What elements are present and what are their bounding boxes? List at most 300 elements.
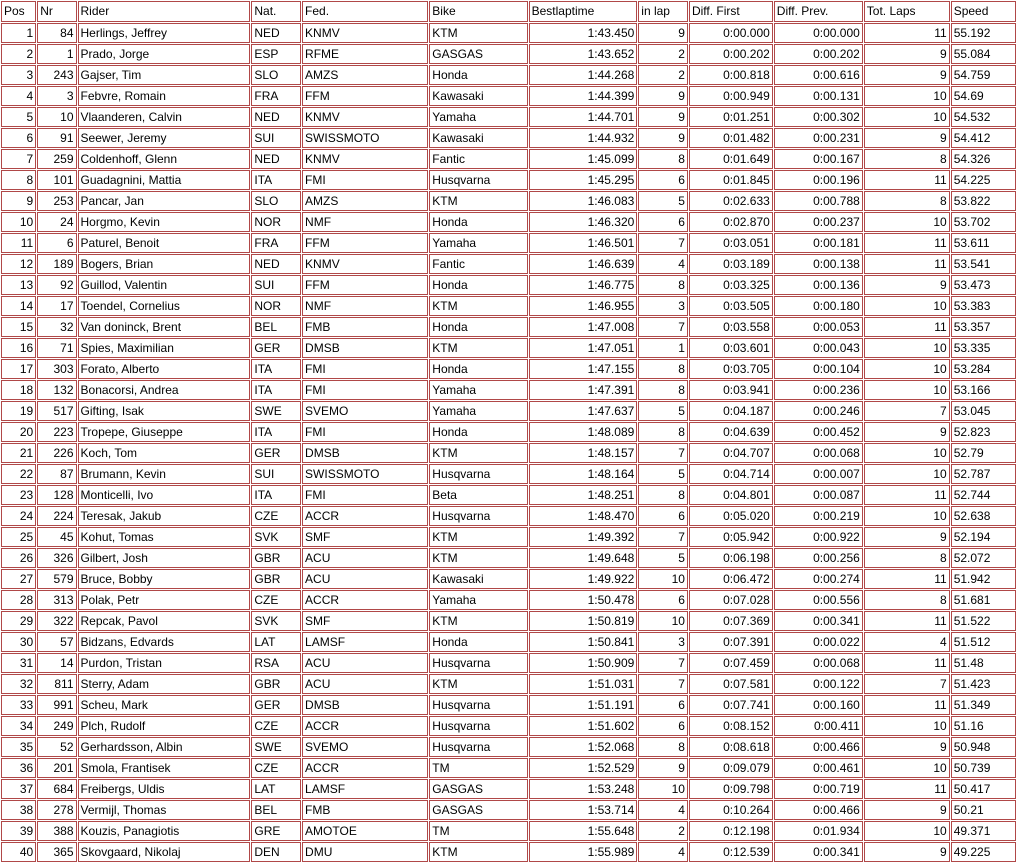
cell-pos: 3 [1,65,36,85]
cell-bestlaptime: 1:44.932 [529,128,638,148]
cell-rider: Paturel, Benoit [78,233,251,253]
table-row [1,590,1016,610]
table-row [1,632,1016,652]
cell-fed: ACU [302,569,428,589]
cell-speed: 53.702 [951,212,1016,232]
cell-speed: 51.522 [951,611,1016,631]
cell-rider: Freibergs, Uldis [78,779,251,799]
cell-bestlaptime: 1:46.320 [529,212,638,232]
cell-in-lap: 3 [638,296,688,316]
table-row [1,758,1016,778]
cell-speed: 52.79 [951,443,1016,463]
cell-bike: Yamaha [429,380,527,400]
table-row [1,842,1016,862]
cell-in-lap: 7 [638,653,688,673]
cell-nr: 991 [37,695,76,715]
cell-nat: ITA [251,170,301,190]
cell-bestlaptime: 1:55.648 [529,821,638,841]
header-nr: Nr [37,1,76,22]
cell-rider: Bruce, Bobby [78,569,251,589]
cell-nat: CZE [251,758,301,778]
cell-diff-first: 0:05.942 [689,527,773,547]
cell-in-lap: 7 [638,443,688,463]
cell-diff-prev: 0:00.302 [774,107,863,127]
cell-nat: FRA [251,233,301,253]
results-body [1,23,1016,862]
cell-pos: 35 [1,737,36,757]
cell-bestlaptime: 1:49.392 [529,527,638,547]
cell-bike: Husqvarna [429,716,527,736]
cell-tot-laps: 10 [864,821,950,841]
cell-bike: Honda [429,422,527,442]
cell-diff-prev: 0:00.007 [774,464,863,484]
cell-nr: 201 [37,758,76,778]
cell-diff-prev: 0:00.160 [774,695,863,715]
cell-bestlaptime: 1:55.989 [529,842,638,862]
cell-diff-prev: 0:00.136 [774,275,863,295]
cell-bike: GASGAS [429,44,527,64]
cell-bike: Husqvarna [429,695,527,715]
cell-tot-laps: 10 [864,212,950,232]
cell-nr: 226 [37,443,76,463]
table-row [1,800,1016,820]
cell-diff-first: 0:03.941 [689,380,773,400]
cell-tot-laps: 9 [864,527,950,547]
cell-diff-prev: 0:00.138 [774,254,863,274]
cell-diff-prev: 0:00.256 [774,548,863,568]
cell-diff-prev: 0:00.231 [774,128,863,148]
cell-bike: Honda [429,275,527,295]
cell-fed: KNMV [302,23,428,43]
cell-pos: 13 [1,275,36,295]
cell-tot-laps: 10 [864,359,950,379]
cell-tot-laps: 10 [864,107,950,127]
cell-nr: 92 [37,275,76,295]
cell-nat: SLO [251,191,301,211]
cell-bestlaptime: 1:48.089 [529,422,638,442]
cell-bestlaptime: 1:51.602 [529,716,638,736]
cell-rider: Scheu, Mark [78,695,251,715]
cell-nr: 517 [37,401,76,421]
cell-bestlaptime: 1:44.268 [529,65,638,85]
cell-pos: 9 [1,191,36,211]
cell-bike: Husqvarna [429,653,527,673]
cell-fed: FMB [302,317,428,337]
cell-in-lap: 7 [638,317,688,337]
cell-speed: 53.611 [951,233,1016,253]
cell-nat: NED [251,254,301,274]
cell-in-lap: 4 [638,254,688,274]
cell-in-lap: 10 [638,569,688,589]
cell-pos: 31 [1,653,36,673]
cell-diff-first: 0:00.000 [689,23,773,43]
cell-speed: 51.942 [951,569,1016,589]
cell-nat: CZE [251,506,301,526]
cell-in-lap: 2 [638,821,688,841]
cell-rider: Coldenhoff, Glenn [78,149,251,169]
cell-fed: ACCR [302,590,428,610]
cell-fed: FMI [302,380,428,400]
cell-diff-first: 0:03.051 [689,233,773,253]
table-row [1,674,1016,694]
cell-nat: ITA [251,380,301,400]
cell-rider: Guadagnini, Mattia [78,170,251,190]
cell-bike: Kawasaki [429,128,527,148]
cell-pos: 6 [1,128,36,148]
cell-in-lap: 7 [638,233,688,253]
cell-speed: 55.084 [951,44,1016,64]
cell-pos: 19 [1,401,36,421]
table-row [1,317,1016,337]
cell-speed: 50.739 [951,758,1016,778]
cell-diff-first: 0:08.618 [689,737,773,757]
cell-diff-first: 0:01.251 [689,107,773,127]
cell-tot-laps: 11 [864,485,950,505]
cell-speed: 51.48 [951,653,1016,673]
cell-bike: Beta [429,485,527,505]
cell-in-lap: 9 [638,23,688,43]
cell-bestlaptime: 1:46.775 [529,275,638,295]
cell-nr: 128 [37,485,76,505]
cell-pos: 15 [1,317,36,337]
cell-nat: ITA [251,359,301,379]
cell-bike: Fantic [429,254,527,274]
cell-bestlaptime: 1:47.155 [529,359,638,379]
cell-tot-laps: 11 [864,233,950,253]
cell-bike: Husqvarna [429,464,527,484]
cell-diff-first: 0:05.020 [689,506,773,526]
cell-speed: 51.16 [951,716,1016,736]
cell-in-lap: 4 [638,842,688,862]
cell-diff-prev: 0:00.000 [774,23,863,43]
cell-bike: KTM [429,296,527,316]
cell-tot-laps: 11 [864,569,950,589]
cell-diff-prev: 0:00.616 [774,65,863,85]
cell-nat: NOR [251,212,301,232]
cell-bestlaptime: 1:44.399 [529,86,638,106]
cell-nr: 101 [37,170,76,190]
cell-tot-laps: 10 [864,86,950,106]
cell-speed: 53.284 [951,359,1016,379]
header-diff-first: Diff. First [689,1,773,22]
cell-rider: Sterry, Adam [78,674,251,694]
cell-tot-laps: 10 [864,296,950,316]
cell-nat: DEN [251,842,301,862]
cell-tot-laps: 9 [864,737,950,757]
cell-speed: 52.194 [951,527,1016,547]
cell-bike: Kawasaki [429,569,527,589]
cell-nr: 3 [37,86,76,106]
cell-fed: ACCR [302,758,428,778]
table-row [1,779,1016,799]
cell-pos: 10 [1,212,36,232]
cell-bestlaptime: 1:46.639 [529,254,638,274]
cell-bike: KTM [429,527,527,547]
cell-fed: SMF [302,527,428,547]
cell-bestlaptime: 1:47.008 [529,317,638,337]
table-row [1,401,1016,421]
cell-bestlaptime: 1:47.637 [529,401,638,421]
cell-tot-laps: 10 [864,380,950,400]
cell-tot-laps: 11 [864,317,950,337]
cell-fed: FMI [302,170,428,190]
cell-pos: 37 [1,779,36,799]
cell-fed: FFM [302,86,428,106]
cell-fed: KNMV [302,107,428,127]
cell-diff-first: 0:01.845 [689,170,773,190]
cell-rider: Bogers, Brian [78,254,251,274]
table-row [1,212,1016,232]
cell-nr: 71 [37,338,76,358]
cell-diff-first: 0:07.459 [689,653,773,673]
cell-diff-prev: 0:00.556 [774,590,863,610]
cell-in-lap: 6 [638,170,688,190]
header-bike: Bike [429,1,527,22]
cell-speed: 54.759 [951,65,1016,85]
cell-speed: 53.383 [951,296,1016,316]
cell-pos: 4 [1,86,36,106]
cell-speed: 53.541 [951,254,1016,274]
cell-in-lap: 8 [638,380,688,400]
cell-bike: Honda [429,632,527,652]
cell-in-lap: 3 [638,632,688,652]
cell-fed: FMI [302,422,428,442]
cell-rider: Van doninck, Brent [78,317,251,337]
cell-bestlaptime: 1:49.648 [529,548,638,568]
cell-rider: Monticelli, Ivo [78,485,251,505]
cell-pos: 1 [1,23,36,43]
cell-nr: 14 [37,653,76,673]
cell-bike: KTM [429,23,527,43]
table-row [1,821,1016,841]
table-row [1,506,1016,526]
cell-fed: AMZS [302,191,428,211]
cell-in-lap: 1 [638,338,688,358]
cell-fed: DMU [302,842,428,862]
cell-nat: GBR [251,548,301,568]
cell-bike: KTM [429,842,527,862]
cell-nr: 253 [37,191,76,211]
cell-bike: GASGAS [429,800,527,820]
cell-diff-first: 0:03.505 [689,296,773,316]
cell-bestlaptime: 1:51.191 [529,695,638,715]
cell-rider: Repcak, Pavol [78,611,251,631]
cell-in-lap: 9 [638,107,688,127]
cell-pos: 29 [1,611,36,631]
cell-nat: SLO [251,65,301,85]
cell-diff-first: 0:00.949 [689,86,773,106]
cell-speed: 49.371 [951,821,1016,841]
cell-tot-laps: 10 [864,716,950,736]
cell-pos: 22 [1,464,36,484]
cell-in-lap: 7 [638,527,688,547]
cell-nat: SUI [251,464,301,484]
cell-tot-laps: 9 [864,422,950,442]
cell-diff-prev: 0:00.167 [774,149,863,169]
cell-nr: 57 [37,632,76,652]
cell-in-lap: 5 [638,191,688,211]
cell-bestlaptime: 1:48.470 [529,506,638,526]
cell-pos: 5 [1,107,36,127]
cell-nat: CZE [251,590,301,610]
table-row [1,149,1016,169]
cell-nr: 17 [37,296,76,316]
cell-in-lap: 6 [638,716,688,736]
cell-diff-prev: 0:00.131 [774,86,863,106]
cell-pos: 38 [1,800,36,820]
cell-nr: 243 [37,65,76,85]
table-row [1,275,1016,295]
cell-bike: TM [429,758,527,778]
cell-in-lap: 8 [638,485,688,505]
cell-bike: Yamaha [429,590,527,610]
cell-speed: 50.21 [951,800,1016,820]
cell-fed: SWISSMOTO [302,464,428,484]
cell-speed: 51.423 [951,674,1016,694]
cell-diff-prev: 0:00.452 [774,422,863,442]
cell-rider: Herlings, Jeffrey [78,23,251,43]
table-row [1,128,1016,148]
cell-bike: Yamaha [429,107,527,127]
cell-in-lap: 9 [638,758,688,778]
table-row [1,548,1016,568]
cell-diff-first: 0:06.472 [689,569,773,589]
table-row [1,695,1016,715]
table-row [1,380,1016,400]
table-row [1,569,1016,589]
cell-diff-prev: 0:00.341 [774,611,863,631]
cell-nat: CZE [251,716,301,736]
cell-diff-first: 0:03.325 [689,275,773,295]
cell-diff-first: 0:07.028 [689,590,773,610]
cell-bestlaptime: 1:52.529 [529,758,638,778]
cell-fed: FMB [302,800,428,820]
cell-diff-prev: 0:00.341 [774,842,863,862]
cell-diff-first: 0:07.391 [689,632,773,652]
cell-diff-prev: 0:00.053 [774,317,863,337]
cell-pos: 27 [1,569,36,589]
cell-speed: 53.473 [951,275,1016,295]
cell-speed: 52.072 [951,548,1016,568]
cell-in-lap: 2 [638,44,688,64]
cell-bestlaptime: 1:50.909 [529,653,638,673]
cell-in-lap: 5 [638,548,688,568]
cell-nr: 24 [37,212,76,232]
cell-tot-laps: 11 [864,170,950,190]
cell-fed: KNMV [302,149,428,169]
cell-fed: ACU [302,548,428,568]
cell-nat: NOR [251,296,301,316]
cell-diff-first: 0:06.198 [689,548,773,568]
cell-nr: 388 [37,821,76,841]
table-row [1,359,1016,379]
cell-diff-prev: 0:00.466 [774,800,863,820]
cell-bike: Yamaha [429,401,527,421]
cell-bike: KTM [429,548,527,568]
cell-nat: GER [251,338,301,358]
cell-bike: Kawasaki [429,86,527,106]
cell-bestlaptime: 1:48.251 [529,485,638,505]
cell-speed: 54.326 [951,149,1016,169]
cell-nr: 132 [37,380,76,400]
table-row [1,254,1016,274]
cell-nat: LAT [251,632,301,652]
cell-diff-prev: 0:00.043 [774,338,863,358]
cell-pos: 28 [1,590,36,610]
cell-bestlaptime: 1:45.295 [529,170,638,190]
cell-diff-first: 0:07.581 [689,674,773,694]
cell-tot-laps: 11 [864,254,950,274]
cell-tot-laps: 10 [864,464,950,484]
header-nat: Nat. [251,1,301,22]
cell-nr: 223 [37,422,76,442]
cell-nr: 91 [37,128,76,148]
cell-nr: 45 [37,527,76,547]
cell-pos: 24 [1,506,36,526]
cell-nr: 52 [37,737,76,757]
cell-diff-prev: 0:00.087 [774,485,863,505]
cell-pos: 16 [1,338,36,358]
cell-in-lap: 8 [638,149,688,169]
cell-in-lap: 8 [638,275,688,295]
cell-bike: KTM [429,338,527,358]
cell-fed: FMI [302,485,428,505]
cell-rider: Kohut, Tomas [78,527,251,547]
cell-bestlaptime: 1:52.068 [529,737,638,757]
cell-rider: Koch, Tom [78,443,251,463]
cell-bike: Honda [429,317,527,337]
cell-pos: 30 [1,632,36,652]
cell-diff-first: 0:03.705 [689,359,773,379]
cell-tot-laps: 4 [864,632,950,652]
cell-pos: 11 [1,233,36,253]
cell-pos: 21 [1,443,36,463]
cell-diff-first: 0:00.202 [689,44,773,64]
cell-nat: BEL [251,800,301,820]
cell-diff-first: 0:04.707 [689,443,773,463]
cell-fed: KNMV [302,254,428,274]
cell-speed: 53.335 [951,338,1016,358]
cell-nat: GBR [251,569,301,589]
cell-fed: DMSB [302,338,428,358]
cell-diff-first: 0:04.639 [689,422,773,442]
cell-nat: SWE [251,737,301,757]
cell-diff-prev: 0:00.274 [774,569,863,589]
cell-pos: 40 [1,842,36,862]
cell-rider: Kouzis, Panagiotis [78,821,251,841]
cell-nr: 303 [37,359,76,379]
cell-diff-first: 0:07.369 [689,611,773,631]
cell-nat: ITA [251,422,301,442]
cell-diff-first: 0:03.558 [689,317,773,337]
cell-diff-first: 0:02.633 [689,191,773,211]
cell-bike: Yamaha [429,233,527,253]
cell-rider: Teresak, Jakub [78,506,251,526]
cell-diff-first: 0:09.798 [689,779,773,799]
cell-diff-prev: 0:00.411 [774,716,863,736]
cell-speed: 52.744 [951,485,1016,505]
cell-tot-laps: 11 [864,779,950,799]
cell-nat: GER [251,443,301,463]
cell-speed: 51.681 [951,590,1016,610]
cell-nr: 87 [37,464,76,484]
cell-nr: 365 [37,842,76,862]
cell-bike: Fantic [429,149,527,169]
cell-nr: 189 [37,254,76,274]
cell-rider: Toendel, Cornelius [78,296,251,316]
cell-rider: Gerhardsson, Albin [78,737,251,757]
cell-rider: Bidzans, Edvards [78,632,251,652]
